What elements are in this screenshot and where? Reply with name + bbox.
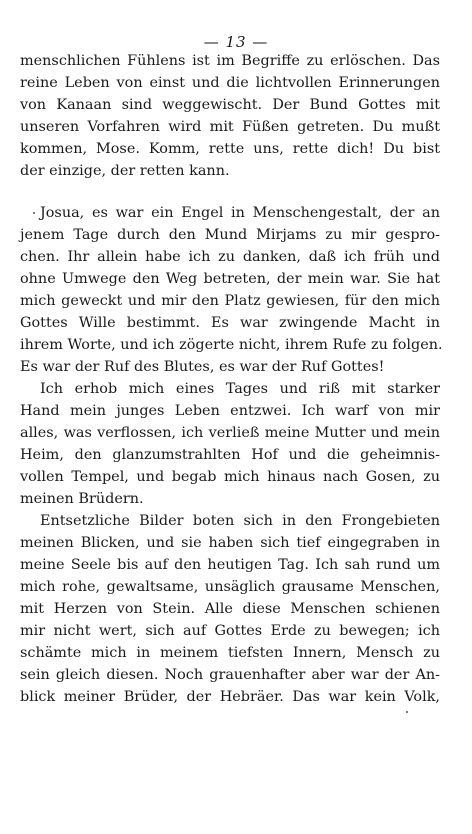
text-line: der einzige, der retten kann. xyxy=(20,163,230,179)
text-line: meinen Brüdern. xyxy=(20,491,144,507)
text-line: ihrem Worte, und ich zögerte nicht, ihrem Rufe zu folgen. xyxy=(20,337,443,353)
text-line: mich rohe, gewaltsame, unsäglich grausame Menschen, xyxy=(20,579,440,595)
text-line: von Kanaan sind weggewischt. Der Bund Gottes mit xyxy=(20,97,440,113)
text-line: reine Leben von einst und die lichtvollen Erinnerungen xyxy=(20,75,440,91)
text-line: unseren Vorfahren wird mit Füßen getreten. Du mußt xyxy=(20,119,440,135)
print-speck xyxy=(33,212,35,214)
print-speck xyxy=(406,711,408,713)
text-line: jenem Tage durch den Mund Mirjams zu mir gespro- xyxy=(20,227,440,243)
text-line: Josua, es war ein Engel in Menschengestalt, der an xyxy=(40,205,440,221)
text-line: mich geweckt und mir den Platz gewiesen, für den mich xyxy=(20,293,440,309)
text-line: Ich erhob mich eines Tages und riß mit starker xyxy=(40,381,440,397)
text-line: vollen Tempel, und begab mich hinaus nach Gosen, zu xyxy=(20,469,440,485)
text-line: meine Seele bis auf den heutigen Tag. Ich sah rund um xyxy=(20,557,440,573)
text-line: ohne Umwege den Weg betreten, der mein war. Sie hat xyxy=(20,271,440,287)
text-line: sein gleich diesen. Noch grauenhafter aber war der An- xyxy=(20,667,440,683)
text-line: meinen Blicken, und sie haben sich tief eingegraben in xyxy=(20,535,440,551)
text-line: alles, was verflossen, ich verließ meine Mutter und mein xyxy=(20,425,440,441)
text-line: Gottes Wille bestimmt. Es war zwingende Macht in xyxy=(20,315,440,331)
text-line: schämte mich in meinem tiefsten Innern, Mensch zu xyxy=(20,645,440,661)
text-line: Entsetzliche Bilder boten sich in den Frongebieten xyxy=(40,513,440,529)
text-line: Hand mein junges Leben entzwei. Ich warf von mir xyxy=(20,403,440,419)
text-line: Heim, den glanzumstrahlten Hof und die geheimnis- xyxy=(20,447,440,463)
page-number: — 13 — xyxy=(203,33,269,51)
text-line: chen. Ihr allein habe ich zu danken, daß ich früh und xyxy=(20,249,440,265)
text-line: kommen, Mose. Komm, rette uns, rette dich! Du bist xyxy=(20,141,440,157)
text-line: menschlichen Fühlens ist im Begriffe zu erlöschen. Das xyxy=(20,53,440,69)
text-line: mit Herzen von Stein. Alle diese Menschen schienen xyxy=(20,601,440,617)
text-line: blick meiner Brüder, der Hebräer. Das war kein Volk, xyxy=(20,689,440,705)
text-line: mir nicht wert, sich auf Gottes Erde zu bewegen; ich xyxy=(20,623,440,639)
text-line: Es war der Ruf des Blutes, es war der Ruf Gottes! xyxy=(20,359,385,375)
